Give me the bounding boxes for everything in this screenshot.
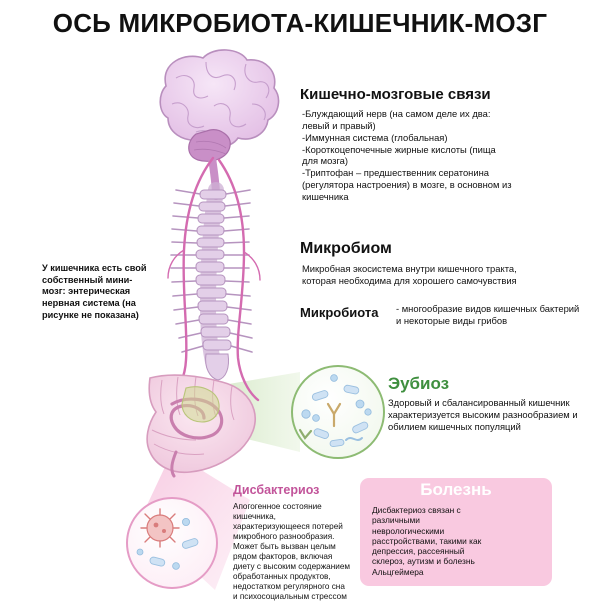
list-item: -Блуждающий нерв (на самом деле их два: левый и правый): [302, 108, 491, 131]
microbiota-text: - многообразие видов кишечных бактерий и некоторые виды грибов: [396, 303, 580, 326]
microbiome-text: Микробная экосистема внутри кишечного тракта, которая необходима для хорошего самочувствия: [302, 263, 517, 286]
eubiosis-text: Здоровый и сбалансированный кишечник характеризуется высоким разнообразием и обилием кишечных популяций: [388, 397, 578, 432]
brain-icon: [160, 50, 278, 196]
disease-heading: Болезнь: [420, 480, 492, 499]
eubiosis-microbe-bubble-icon: [292, 366, 384, 458]
dysbiosis-heading: Дисбактериоз: [233, 483, 320, 497]
page-title: ОСЬ МИКРОБИОТА-КИШЕЧНИК-МОЗГ: [52, 8, 548, 38]
intestine-icon: [147, 375, 255, 476]
enteric-nervous-system-note: У кишечника есть свой собственный мини-мозг: энтерическая нервная система (на рисунке не показана): [42, 263, 147, 320]
eubiosis-heading: Эубиоз: [388, 374, 450, 393]
dysbiosis-microbe-bubble-icon: [127, 498, 217, 588]
dysbiosis-text: Апогогенное состояние кишечника, характеризующееся потерей микробного разнообразия. Может быть вызван целым рядом факторов, включая диету с высоким содержанием обработанных продуктов, недостатком регулярного сна и психосоциальным стрессом: [233, 502, 350, 601]
microbiota-heading: Микробиота: [300, 305, 379, 320]
list-item: -Триптофан – предшественник сератонина (регулятора настроения) в мозге, в основном из кишечника: [302, 167, 512, 202]
microbiome-heading: Микробиом: [300, 240, 392, 257]
gut-brain-list: [302, 108, 512, 203]
disease-text: Дисбактериоз связан с различными неврологическими расстройствами, такими как депрессия, рассеянный склероз, аутизм и болезнь Альцгеймера: [372, 505, 482, 577]
gut-brain-heading: Кишечно-мозговые связи: [300, 86, 491, 103]
list-item: -Иммунная система (глобальная): [302, 131, 448, 143]
list-item: -Короткоцепочечные жирные кислоты (пища для мозга): [302, 143, 496, 167]
